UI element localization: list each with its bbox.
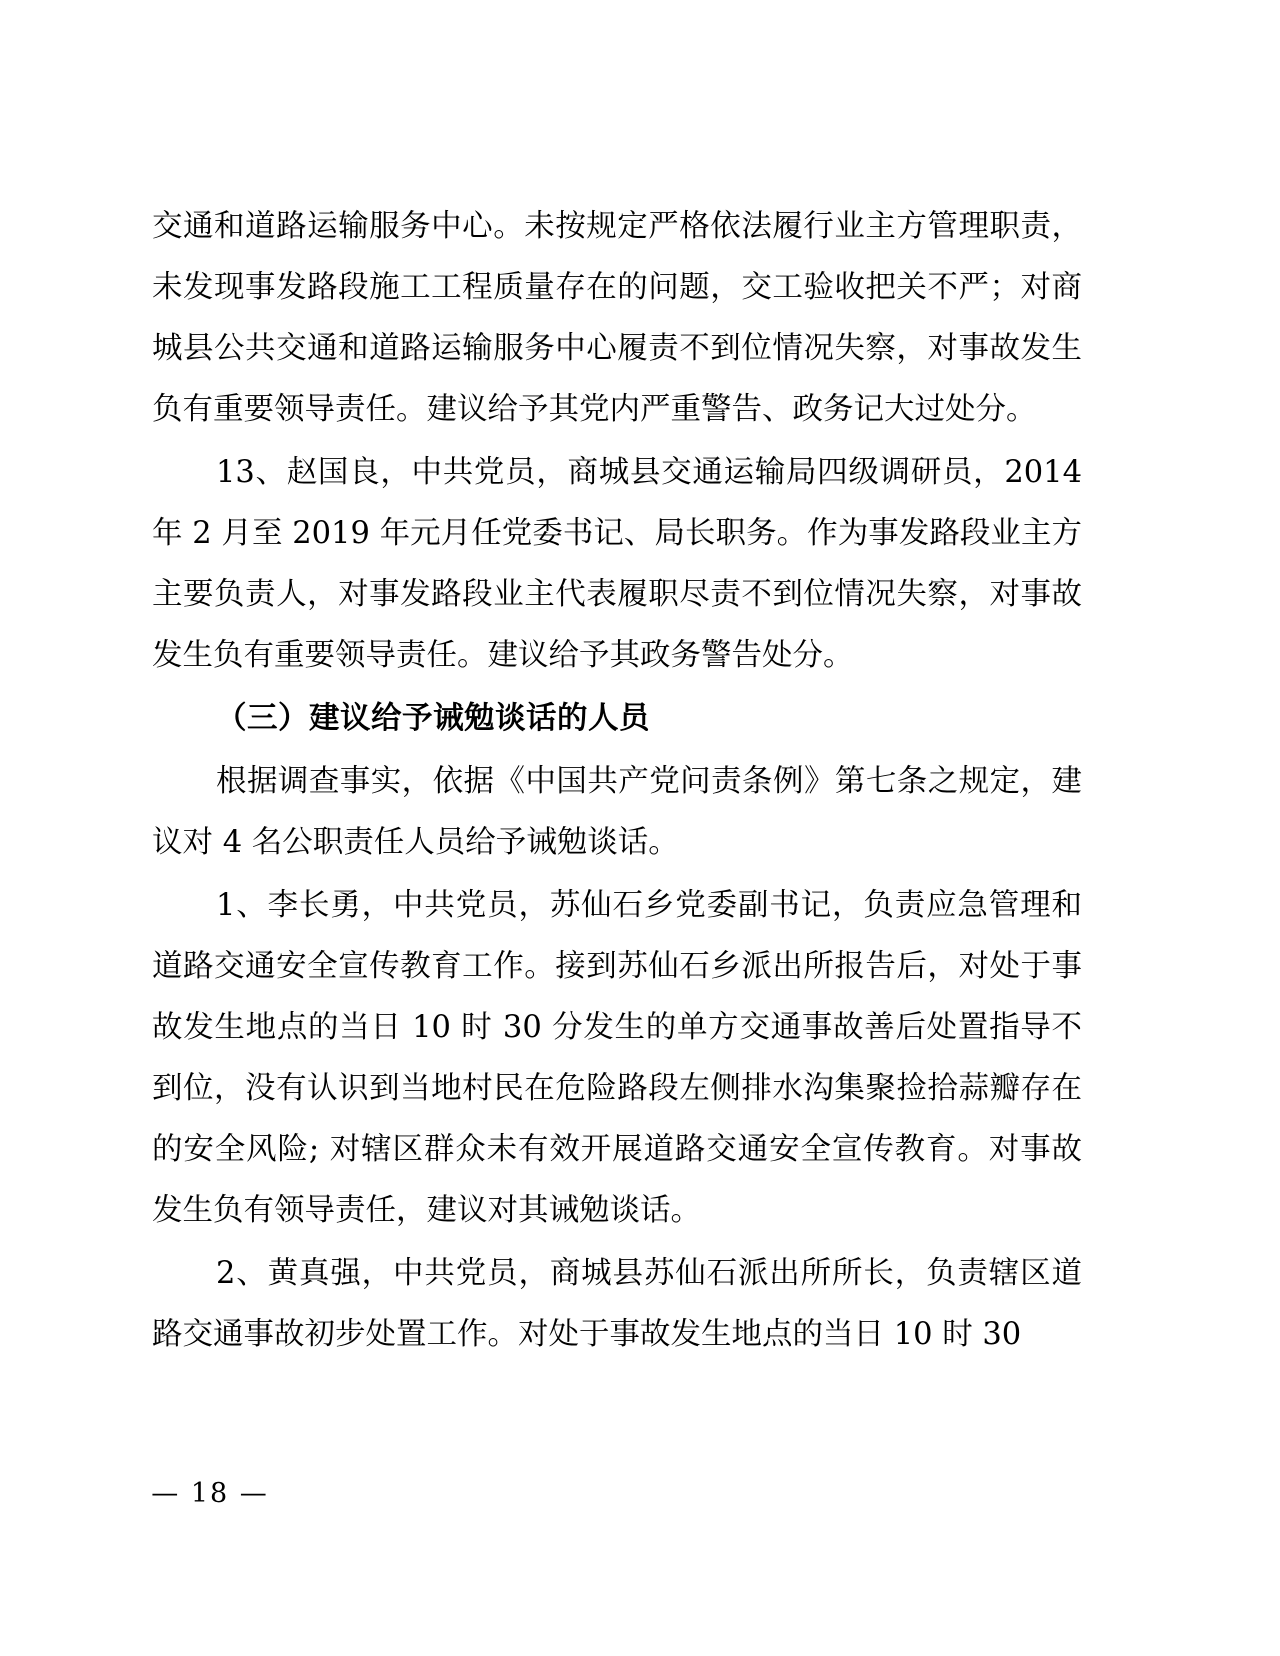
- paragraph-continued-12: 交通和道路运输服务中心。未按规定严格依法履行业主方管理职责，未发现事发路段施工工程质量存在的问题，交工验收把关不严；对商城县公共交通和道路运输服务中心履责不到位情况失察，对事故发生负有重要领导责任。建议给予其党内严重警告、政务记大过处分。: [152, 209, 1082, 427]
- page-number: — 18 —: [151, 1478, 269, 1509]
- paragraph-item-2: 2、黄真强，中共党员，商城县苏仙石派出所所长，负责辖区道路交通事故初步处置工作。对处于事故发生地点的当日 10 时 30: [152, 1256, 1082, 1352]
- paragraph-item-13: 13、赵国良，中共党员，商城县交通运输局四级调研员，2014 年 2 月至 2019 年元月任党委书记、局长职务。作为事发路段业主方主要负责人，对事发路段业主代表履职尽责不到位情况失察，对事故发生负有重要领导责任。建议给予其政务警告处分。: [152, 455, 1082, 673]
- paragraph-item-1: 1、李长勇，中共党员，苏仙石乡党委副书记，负责应急管理和道路交通安全宣传教育工作。接到苏仙石乡派出所报告后，对处于事故发生地点的当日 10 时 30 分发生的单方交通事故善后处置指导不到位，没有认识到当地村民在危险路段左侧排水沟集聚捡拾蒜瓣存在的安全风险; 对辖区群众未有效开展道路交通安全宣传教育。对事故发生负有领导责任，建议对其诫勉谈话。: [152, 888, 1082, 1228]
- section-heading-three: （三）建议给予诫勉谈话的人员: [216, 701, 650, 736]
- paragraph-basis: 根据调查事实，依据《中国共产党问责条例》第七条之规定，建议对 4 名公职责任人员给予诫勉谈话。: [152, 764, 1082, 860]
- document-body: [152, 196, 1082, 1367]
- page-footer: [0, 1478, 1280, 1509]
